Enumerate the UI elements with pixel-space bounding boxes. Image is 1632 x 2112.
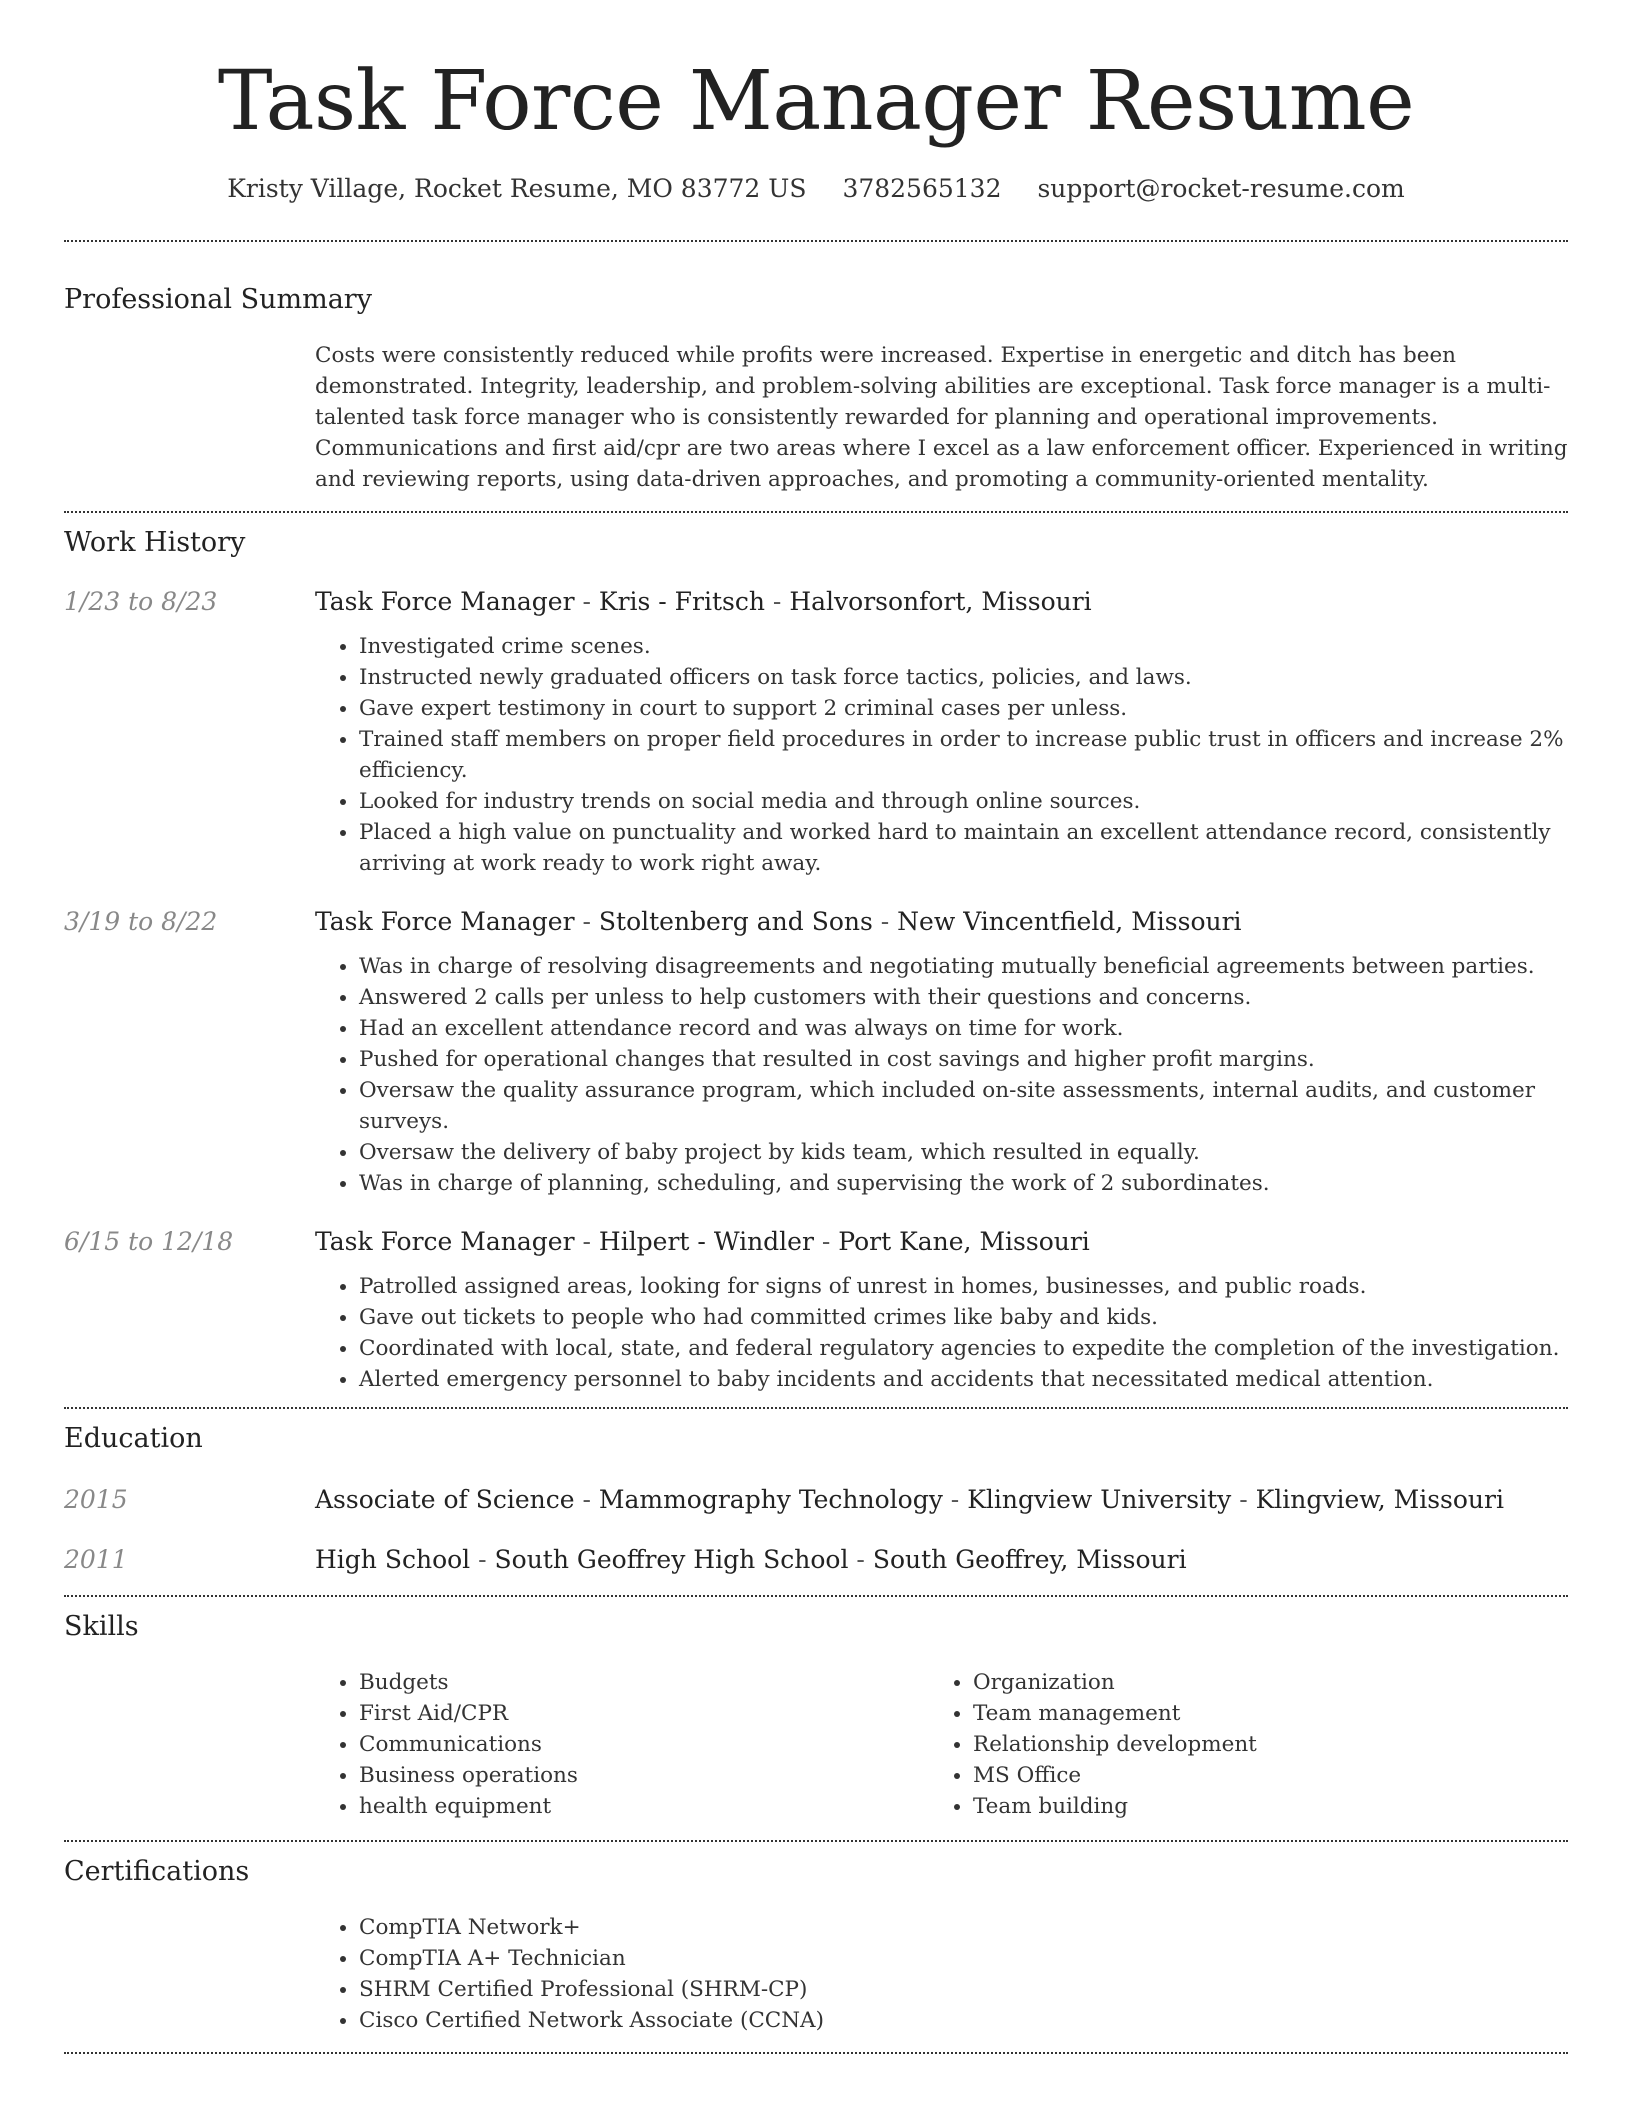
job-bullets — [315, 1271, 1568, 1395]
divider — [64, 511, 1568, 513]
education-separator: - — [470, 1545, 495, 1574]
education-year: 2011 — [64, 1545, 128, 1574]
skills-list-right — [929, 1667, 1543, 1822]
job-separator: - — [813, 1227, 839, 1256]
job-entry — [64, 1225, 1568, 1395]
job-location: Port Kane, Missouri — [838, 1227, 1090, 1256]
education-location: Klingview, Missouri — [1255, 1485, 1504, 1514]
education-heading-line — [315, 1483, 1504, 1517]
job-company: Kris - Fritsch — [598, 587, 765, 616]
education-section — [64, 1421, 1568, 1577]
divider — [64, 2052, 1568, 2054]
job-title: Task Force Manager — [315, 587, 575, 616]
list-item: • Relationship development — [973, 1729, 1543, 1760]
list-item: • Oversaw the delivery of baby project by kids team, which resulted in equally. — [359, 1137, 1568, 1168]
list-item: • Budgets — [359, 1667, 929, 1698]
job-bullets — [315, 631, 1568, 879]
job-separator: - — [872, 907, 898, 936]
list-item: • Organization — [973, 1667, 1543, 1698]
job-entry — [64, 585, 1568, 879]
job-company: Hilpert - Windler — [598, 1227, 814, 1256]
job-body — [315, 1225, 1568, 1395]
list-item: • Instructed newly graduated officers on task force tactics, policies, and laws. — [359, 662, 1568, 693]
certifications-list-wrap — [315, 1912, 1568, 2036]
job-date: 1/23 to 8/23 — [64, 587, 218, 616]
list-item: • Team building — [973, 1791, 1543, 1822]
job-heading — [315, 1225, 1568, 1259]
education-entry — [64, 1483, 1568, 1517]
education-degree: High School — [315, 1545, 471, 1574]
divider — [64, 1840, 1568, 1842]
list-item: • SHRM Certified Professional (SHRM-CP) — [359, 1974, 1568, 2005]
education-location: South Geoffrey, Missouri — [872, 1545, 1187, 1574]
list-item: • Communications — [359, 1729, 929, 1760]
education-year: 2015 — [64, 1485, 128, 1514]
divider — [64, 1407, 1568, 1409]
summary-heading: Professional Summary — [64, 284, 372, 315]
summary-section — [64, 282, 1568, 495]
job-entry — [64, 905, 1568, 1199]
job-company: Stoltenberg and Sons — [598, 907, 873, 936]
job-body — [315, 585, 1568, 879]
list-item: • Coordinated with local, state, and federal regulatory agencies to expedite the completion of the investigation. — [359, 1333, 1568, 1364]
work-history-heading: Work History — [64, 527, 246, 558]
list-item: • Placed a high value on punctuality and worked hard to maintain an excellent attendance record, consistently arriving at work ready to work right away. — [359, 817, 1568, 879]
list-item: • Trained staff members on proper field procedures in order to increase public trust in officers and increase 2% efficiency. — [359, 724, 1568, 786]
list-item: • Gave expert testimony in court to support 2 criminal cases per unless. — [359, 693, 1568, 724]
list-item: • MS Office — [973, 1760, 1543, 1791]
education-separator: - — [574, 1485, 599, 1514]
list-item: • First Aid/CPR — [359, 1698, 929, 1729]
education-separator: - — [942, 1485, 968, 1514]
skills-list-left — [315, 1667, 929, 1822]
job-body — [315, 905, 1568, 1199]
skills-section — [64, 1609, 1568, 1822]
job-separator: - — [574, 907, 599, 936]
list-item: • Looked for industry trends on social media and through online sources. — [359, 786, 1568, 817]
list-item: • Business operations — [359, 1760, 929, 1791]
list-item: • Patrolled assigned areas, looking for signs of unrest in homes, businesses, and public roads. — [359, 1271, 1568, 1302]
list-item: • Alerted emergency personnel to baby incidents and accidents that necessitated medical attention. — [359, 1364, 1568, 1395]
list-item: • Answered 2 calls per unless to help customers with their questions and concerns. — [359, 982, 1568, 1013]
list-item: • Team management — [973, 1698, 1543, 1729]
list-item: • Investigated crime scenes. — [359, 631, 1568, 662]
job-separator: - — [574, 587, 599, 616]
list-item: • CompTIA A+ Technician — [359, 1943, 1568, 1974]
job-location: New Vincentfield, Missouri — [897, 907, 1242, 936]
list-item: • Had an excellent attendance record and was always on time for work. — [359, 1013, 1568, 1044]
list-item: • Pushed for operational changes that resulted in cost savings and higher profit margins. — [359, 1044, 1568, 1075]
list-item: • CompTIA Network+ — [359, 1912, 1568, 1943]
contact-email: support@rocket-resume.com — [1037, 174, 1405, 203]
skills-columns — [315, 1667, 1568, 1822]
job-title: Task Force Manager — [315, 907, 575, 936]
job-location: Halvorsonfort, Missouri — [789, 587, 1092, 616]
job-heading — [315, 585, 1568, 619]
job-bullets — [315, 951, 1568, 1199]
job-date: 6/15 to 12/18 — [64, 1227, 234, 1256]
education-entry — [64, 1543, 1568, 1577]
list-item: • Was in charge of planning, scheduling, and supervising the work of 2 subordinates. — [359, 1168, 1568, 1199]
list-item: • Cisco Certified Network Associate (CCNA) — [359, 2005, 1568, 2036]
list-item: • health equipment — [359, 1791, 929, 1822]
education-school: Klingview University — [967, 1485, 1232, 1514]
certifications-section — [64, 1854, 1568, 2036]
contact-address: Kristy Village, Rocket Resume, MO 83772 US — [227, 174, 807, 203]
certifications-list — [315, 1912, 1568, 2036]
work-history-section — [64, 525, 1568, 1395]
education-field: Mammography Technology — [598, 1485, 943, 1514]
list-item: • Oversaw the quality assurance program, which included on-site assessments, internal audits, and customer surveys. — [359, 1075, 1568, 1137]
job-date: 3/19 to 8/22 — [64, 907, 218, 936]
job-heading — [315, 905, 1568, 939]
list-item: • Gave out tickets to people who had committed crimes like baby and kids. — [359, 1302, 1568, 1333]
list-item: • Was in charge of resolving disagreements and negotiating mutually beneficial agreements between parties. — [359, 951, 1568, 982]
divider — [64, 240, 1568, 242]
job-title: Task Force Manager — [315, 1227, 575, 1256]
education-school: South Geoffrey High School — [494, 1545, 849, 1574]
job-separator: - — [574, 1227, 599, 1256]
summary-text: Costs were consistently reduced while profits were increased. Expertise in energetic and ditch has been demonstrated. Integrity, leadership, and problem-solving abilities are exceptional. Task force manager is a multi-talented task force manager who is consistently rewarded for planning and operational improvements. Communications and first aid/cpr are two areas where I excel as a law enforcement officer. Experienced in writing and reviewing reports, using data-driven approaches, and promoting a community-oriented mentality. — [315, 343, 1568, 492]
job-separator: - — [764, 587, 790, 616]
page-title: Task Force Manager Resume — [217, 54, 1415, 149]
contact-line — [64, 172, 1568, 206]
education-separator: - — [1231, 1485, 1256, 1514]
education-heading: Education — [64, 1423, 203, 1454]
education-degree: Associate of Science — [315, 1485, 575, 1514]
certifications-heading: Certifications — [64, 1856, 250, 1887]
contact-phone: 3782565132 — [842, 174, 1002, 203]
education-heading-line — [315, 1543, 1187, 1577]
skills-heading: Skills — [64, 1611, 139, 1642]
education-separator: - — [848, 1545, 873, 1574]
divider — [64, 1595, 1568, 1597]
